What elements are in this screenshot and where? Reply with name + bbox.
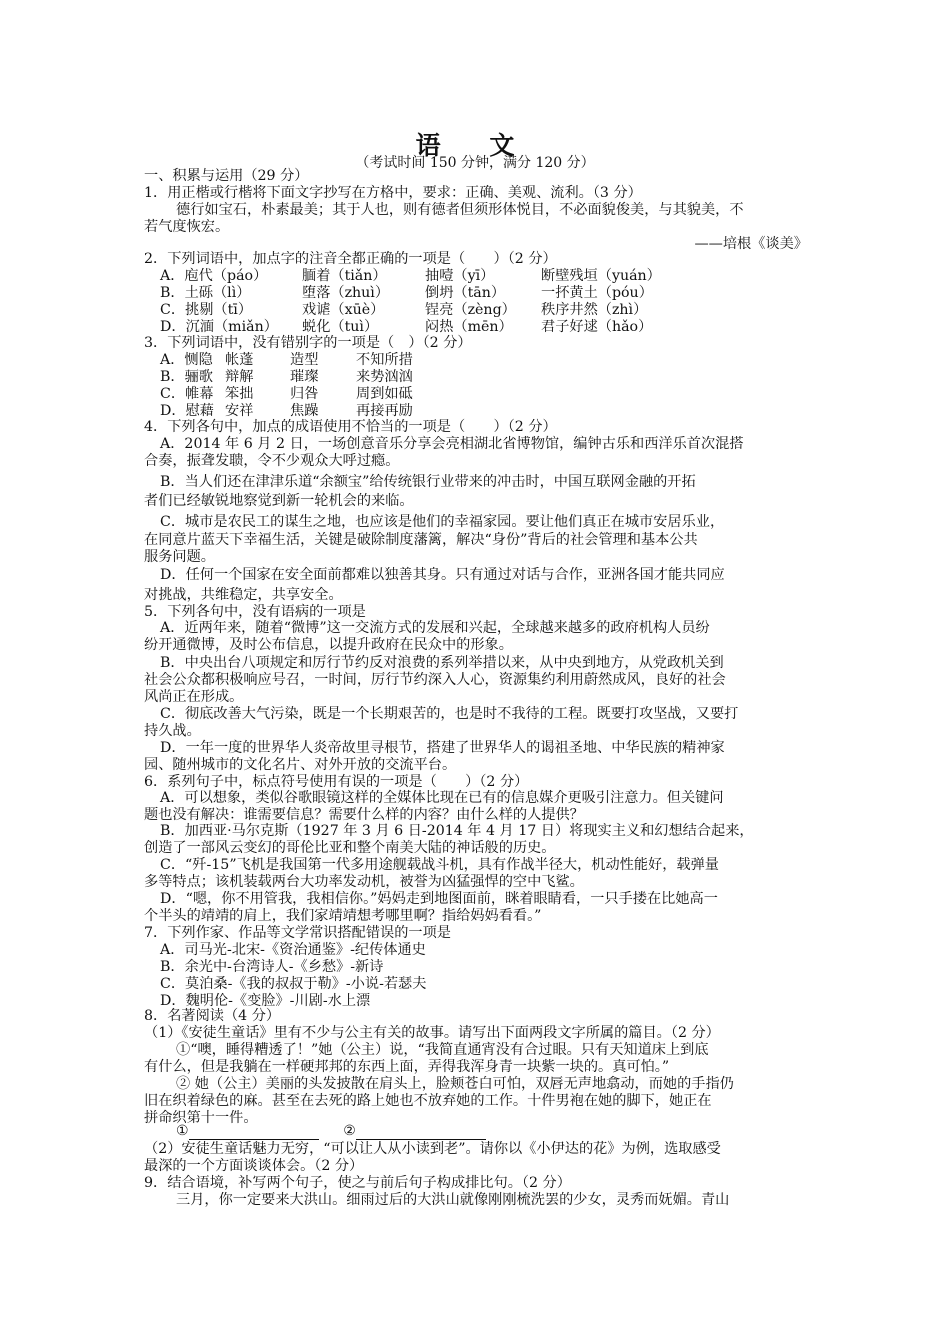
option-cell: 归咎 — [290, 386, 319, 402]
option-b-cont: 者们已经敏锐地察觉到新一轮机会的来临。 — [144, 493, 414, 509]
option-d: D．任何一个国家在安全面前都难以独善其身。只有通过对话与合作，亚洲各国才能共同应 — [160, 567, 725, 583]
excerpt-1-cont: 有什么，但是我躺在一样硬邦邦的东西上面，弄得我浑身青一块紫一块的。真可怕。” — [144, 1059, 670, 1075]
question-8-part-2-cont: 最深的一个方面谈谈体会。（2 分） — [144, 1158, 364, 1174]
question-1-stem: 1．用正楷或行楷将下面文字抄写在方格中，要求：正确、美观、流利。（3 分） — [144, 185, 642, 201]
option-cell: C．挑剔（tī） — [160, 302, 253, 318]
question-5-stem: 5．下列各句中，没有语病的一项是 — [144, 604, 366, 620]
option-b-cont: 创造了一部风云变幻的哥伦比亚和整个南美大陆的神话般的历史。 — [144, 840, 556, 856]
option-cell: 闷热（mēn） — [425, 319, 513, 335]
option-cell: 蜕化（tuì） — [302, 319, 379, 335]
option-cell: A．恻隐 — [160, 352, 213, 368]
option-c-cont: 持久战。 — [144, 723, 201, 739]
option-a-cont: 合奏，振聋发聩，令不少观众大呼过瘾。 — [144, 453, 400, 469]
option-cell: 抽噎（yī） — [425, 268, 495, 284]
option-b: B．中央出台八项规定和厉行节约反对浪费的系列举措以来，从中央到地方，从党政机关到 — [160, 655, 724, 671]
option-d: D．一年一度的世界华人炎帝故里寻根节，搭建了世界华人的谒祖圣地、中华民族的精神家 — [160, 740, 725, 756]
option-c: C．城市是农民工的谋生之地，也应该是他们的幸福家园。要让他们真正在城市安居乐业， — [160, 514, 725, 530]
answer-blank-2[interactable] — [356, 1125, 486, 1140]
option-cell: 周到如砥 — [356, 386, 413, 402]
blank-1-label: ① — [176, 1123, 189, 1139]
option-a: A．司马光-北宋-《资治通鉴》-纪传体通史 — [160, 942, 426, 958]
question-9-text: 三月，你一定要来大洪山。细雨过后的大洪山就像刚刚梳洗罢的少女，灵秀而妩媚。青山 — [176, 1192, 730, 1208]
option-b-cont: 风尚正在形成。 — [144, 689, 244, 705]
option-d-cont: 个半头的靖靖的肩上，我们家靖靖想考哪里啊？指给妈妈看看。” — [144, 908, 542, 924]
option-cell: 安祥 — [225, 403, 254, 419]
question-7-stem: 7．下列作家、作品等文学常识搭配错误的一项是 — [144, 925, 451, 941]
option-a-cont: 题也没有解决：谁需要信息？需要什么样的内容？由什么样的人提供？ — [144, 807, 584, 823]
option-a: A．近两年来，随着“微博”这一交流方式的发展和兴起，全球越来越多的政府机构人员纷 — [160, 620, 710, 636]
option-cell: 秩序井然（zhì） — [541, 302, 648, 318]
option-cell: 腼着（tiǎn） — [302, 268, 387, 284]
option-d: D．“嗯，你不用管我，我相信你。”妈妈走到地图面前，眯着眼睛看，一只手搂在比她高一 — [160, 891, 718, 907]
option-cell: D．慰藉 — [160, 403, 214, 419]
option-cell: A．庖代（páo） — [160, 268, 268, 284]
question-3-stem: 3．下列词语中，没有错别字的一项是（ ）（2 分） — [144, 335, 472, 351]
option-b-cont: 社会公众都积极响应号召，一时间，厉行节约深入人心，资源集约利用蔚然成风，良好的社会 — [144, 672, 726, 688]
question-6-stem: 6．系列句子中，标点符号使用有误的一项是（ ）（2 分） — [144, 774, 529, 790]
option-cell: 锃亮（zèng） — [425, 302, 516, 318]
question-2-stem: 2．下列词语中，加点字的注音全都正确的一项是（ ）（2 分） — [144, 251, 557, 267]
excerpt-1: ①“噢，睡得糟透了！”她（公主）说，“我简直通宵没有合过眼。只有天知道床上到底 — [176, 1042, 709, 1058]
option-d-cont: 园、随州城市的文化名片、对外开放的交流平台。 — [144, 757, 457, 773]
answer-blank-1[interactable] — [189, 1125, 319, 1140]
option-cell: C．帷幕 — [160, 386, 214, 402]
section-heading: 一、积累与运用（29 分） — [144, 168, 309, 184]
question-9-stem: 9．结合语境，补写两个句子，使之与前后句子构成排比句。（2 分） — [144, 1175, 571, 1191]
option-c-cont: 在同意片蓝天下幸福生活，关键是破除制度藩篱，解决“身份”背后的社会管理和基本公共 — [144, 532, 698, 548]
option-cell: 焦躁 — [290, 403, 319, 419]
option-b: B．加西亚·马尔克斯（1927 年 3 月 6 日-2014 年 4 月 17 日）将现实主义和幻想结合起来， — [160, 823, 754, 839]
option-cell: B．骊歌 — [160, 369, 213, 385]
option-cell: 来势汹汹 — [356, 369, 413, 385]
option-cell: 戏谑（xūè） — [302, 302, 385, 318]
question-8-stem: 8．名著阅读（4 分） — [144, 1008, 281, 1024]
question-1-text: 若气度恢宏。 — [144, 219, 230, 235]
option-cell: 堕落（zhuì） — [302, 285, 390, 301]
answer-blanks — [176, 1123, 506, 1140]
option-cell: 璀璨 — [290, 369, 319, 385]
option-cell: 一抔黄土（póu） — [541, 285, 653, 301]
option-c: C．莫泊桑-《我的叔叔于勒》-小说-若瑟夫 — [160, 976, 427, 992]
option-a: A．可以想象，类似谷歌眼镜这样的全媒体比现在已有的信息媒介更吸引注意力。但关键问 — [160, 790, 724, 806]
option-cell: 辩解 — [225, 369, 254, 385]
option-c-cont: 服务问题。 — [144, 549, 215, 565]
question-3-options — [160, 352, 496, 420]
blank-2-label: ② — [343, 1123, 356, 1139]
option-c: C．彻底改善大气污染，既是一个长期艰苦的，也是时不我待的工程。既要打攻坚战，又要打 — [160, 706, 739, 722]
excerpt-2-cont: 拼命织第十一件。 — [144, 1110, 258, 1126]
option-cell: 君子好逑（hǎo） — [541, 319, 653, 335]
option-cell: 帐蓬 — [225, 352, 254, 368]
option-cell: 不知所措 — [356, 352, 413, 368]
exam-info: （考试时间 150 分钟，满分 120 分） — [355, 155, 595, 171]
option-cell: 笨拙 — [225, 386, 254, 402]
option-cell: D．沉湎（miǎn） — [160, 319, 278, 335]
option-b: B．余光中-台湾诗人-《乡愁》-新诗 — [160, 959, 384, 975]
option-b: B．当人们还在津津乐道“余额宝”给传统银行业带来的冲击时，中国互联网金融的开拓 — [160, 474, 696, 490]
question-2-options — [160, 268, 781, 336]
option-c: C．“歼-15”飞机是我国第一代多用途舰载战斗机，具有作战半径大，机动性能好，载弹量 — [160, 857, 719, 873]
excerpt-2: ② 她（公主）美丽的头发披散在肩头上，脸颊苍白可怕，双唇无声地翕动，而她的手指仍 — [176, 1076, 734, 1092]
option-cell: 造型 — [290, 352, 319, 368]
option-cell: B．土砾（lì） — [160, 285, 251, 301]
question-8-part-1: （1）《安徒生童话》里有不少与公主有关的故事。请写出下面两段文字所属的篇目。（2 分） — [144, 1025, 720, 1041]
question-8-part-2: （2）安徒生童话魅力无穷，“可以让人从小读到老”。请你以《小伊达的花》为例，选取感受 — [144, 1141, 721, 1157]
option-d-cont: 对挑战，共维稳定，共享安全。 — [144, 587, 343, 603]
option-a-cont: 纷开通微博，及时公布信息，以提升政府在民众中的形象。 — [144, 637, 513, 653]
excerpt-2-cont: 旧在织着绿色的麻。甚至在去死的路上她也不放弃她的工作。十件男袍在她的脚下，她正在 — [144, 1093, 712, 1109]
question-1-source: ——培根《谈美》 — [694, 236, 808, 252]
option-c-cont: 多等特点；该机装载两台大功率发动机，被誉为凶猛强悍的空中飞鲨。 — [144, 874, 584, 890]
option-a: A．2014 年 6 月 2 日，一场创意音乐分享会亮相湖北省博物馆，编钟古乐和西洋乐首次混搭 — [160, 436, 744, 452]
option-cell: 倒坍（tān） — [425, 285, 506, 301]
option-cell: 断壁残垣（yuán） — [541, 268, 661, 284]
question-4-stem: 4．下列各句中，加点的成语使用不恰当的一项是（ ）（2 分） — [144, 419, 557, 435]
page-title: 语 文 — [415, 131, 535, 160]
option-cell: 再接再励 — [356, 403, 413, 419]
option-d: D．魏明伦-《变脸》-川剧-水上漂 — [160, 993, 371, 1009]
question-1-text: 德行如宝石，朴素最美；其于人也，则有德者但须形体悦目，不必面貌俊美，与其貌美，不 — [176, 202, 744, 218]
